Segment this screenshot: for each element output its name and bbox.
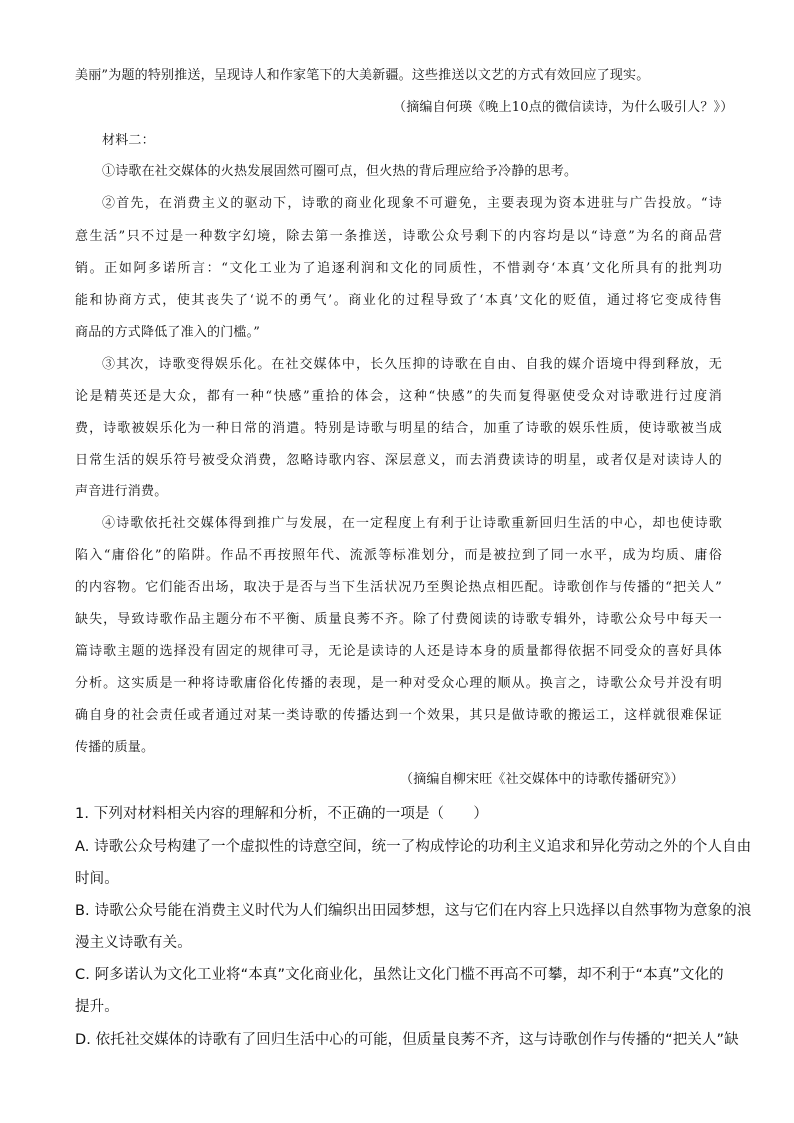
option-b-line: B. 诗歌公众号能在消费主义时代为人们编织出田园梦想，这与它们在内容上只选择以自然事物为意象的浪 — [75, 903, 752, 919]
option-c-line: 提升。 — [75, 999, 119, 1015]
option-a-line: 时间。 — [75, 871, 119, 887]
paragraph-2-line: 意生活”只不过是一种数字幻境，除去第一条推送，诗歌公众号剩下的内容均是以“诗意”为名的商品营 — [75, 229, 722, 244]
paragraph-4-line: 的内容物。它们能否出场，取决于是否与当下生活状况乃至舆论热点相匹配。诗歌创作与传播的“把关人” — [75, 580, 722, 595]
material-two-heading: 材料二： — [102, 133, 155, 148]
paragraph-3-line: 费，诗歌被娱乐化为一种日常的消遣。特别是诗歌与明星的结合，加重了诗歌的娱乐性质，使诗歌被当成 — [75, 421, 722, 436]
paragraph-2-line: 能和协商方式，使其丧失了‘说不的勇气’。商业化的过程导致了‘本真’文化的贬值，通过将它变成待售 — [75, 293, 722, 308]
option-a-line: A. 诗歌公众号构建了一个虚拟性的诗意空间，统一了构成悖论的功利主义追求和异化劳动之外的个人自由 — [75, 839, 752, 855]
paragraph-4-line: 分析。这实质是一种将诗歌庸俗化传播的表现，是一种对受众心理的顺从。换言之，诗歌公众号并没有明 — [75, 676, 722, 691]
material-two-source: （摘编自柳宋旺《社交媒体中的诗歌传播研究》） — [400, 772, 684, 787]
paragraph-4-line: 篇诗歌主题的选择没有固定的规律可寻，无论是读诗的人还是诗本身的质量都得依据不同受众的喜好具体 — [75, 644, 722, 659]
material-one-source: （摘编自何瑛《晚上10点的微信读诗，为什么吸引人？》） — [393, 100, 734, 115]
paragraph-3-line: 日常生活的娱乐符号被受众消费，忽略诗歌内容、深层意义，而去消费读诗的明星，或者仅是对读诗人的 — [75, 453, 722, 468]
paragraph-4-line: 确自身的社会责任或者通过对某一类诗歌的传播达到一个效果，其只是做诗歌的搬运工，这样就很难保证 — [75, 708, 722, 723]
paragraph-3-line: 论是精英还是大众，都有一种“快感”重拾的体会，这种“快感”的失而复得驱使受众对诗歌进行过度消 — [75, 389, 722, 404]
paragraph-2-line: 商品的方式降低了准入的门槛。” — [75, 325, 261, 340]
paragraph-4-line: 陷入“庸俗化”的陷阱。作品不再按照年代、流派等标准划分，而是被拉到了同一水平，成为均质、庸俗 — [75, 548, 722, 563]
option-d-line: D. 依托社交媒体的诗歌有了回归生活中心的可能，但质量良莠不齐，这与诗歌创作与传播的“把关人”缺 — [75, 1032, 739, 1048]
material-one-last-line: 美丽”为题的特别推送，呈现诗人和作家笔下的大美新疆。这些推送以文艺的方式有效回应了现实。 — [75, 68, 650, 83]
paragraph-4-line: 缺失，导致诗歌作品主题分布不平衡、质量良莠不齐。除了付费阅读的诗歌专辑外，诗歌公众号中每天一 — [75, 612, 722, 627]
paragraph-3-line: 声音进行消费。 — [75, 484, 168, 499]
paragraph-2-line: 销。正如阿多诺所言：“文化工业为了追逐利润和文化的同质性，不惜剥夺‘本真’文化所具有的批判功 — [75, 261, 722, 276]
option-b-line: 漫主义诗歌有关。 — [75, 935, 192, 951]
paragraph-2-line: ②首先，在消费主义的驱动下，诗歌的商业化现象不可避免，主要表现为资本进驻与广告投放。“诗 — [102, 196, 722, 211]
question-1-stem: 1. 下列对材料相关内容的理解和分析，不正确的一项是（ ） — [75, 806, 488, 822]
material-two-paragraph-1: ①诗歌在社交媒体的火热发展固然可圈可点，但火热的背后理应给予冷静的思考。 — [102, 164, 578, 179]
paragraph-3-line: ③其次，诗歌变得娱乐化。在社交媒体中，长久压抑的诗歌在自由、自我的媒介语境中得到释放，无 — [102, 357, 722, 372]
option-c-line: C. 阿多诺认为文化工业将“本真”文化商业化，虽然让文化门槛不再高不可攀，却不利于“本真”文化的 — [75, 967, 724, 983]
paragraph-4-line: 传播的质量。 — [75, 740, 155, 755]
paragraph-4-line: ④诗歌依托社交媒体得到推广与发展，在一定程度上有利于让诗歌重新回归生活的中心，却也使诗歌 — [102, 516, 722, 531]
